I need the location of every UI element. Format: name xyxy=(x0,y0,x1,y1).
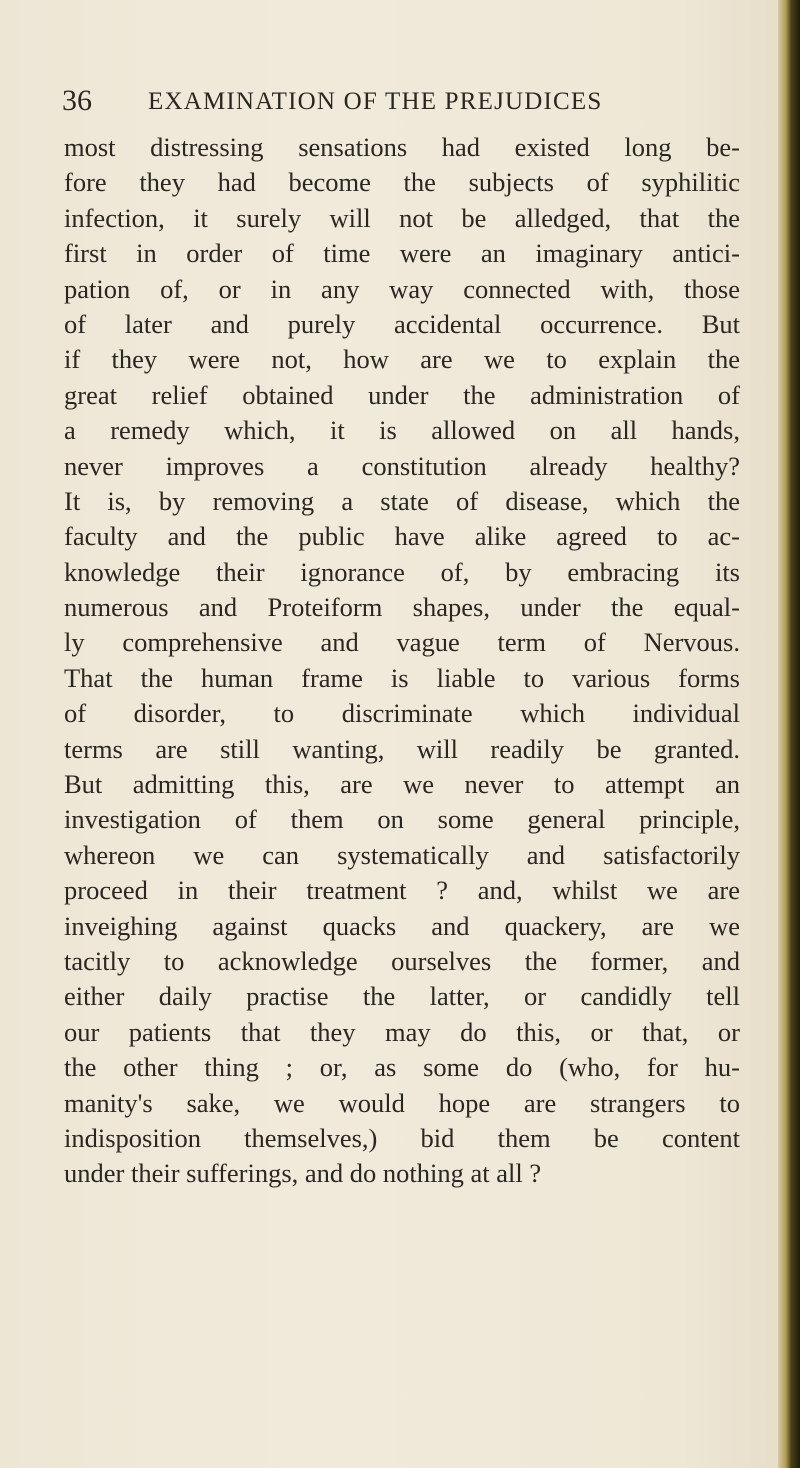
text-line: great relief obtained under the administration of xyxy=(64,379,740,410)
text-line: It is, by removing a state of disease, which the xyxy=(64,485,740,516)
text-line: either daily practise the latter, or candidly tell xyxy=(64,981,740,1012)
text-line: proceed in their treatment ? and, whilst we are xyxy=(64,875,740,906)
body-text xyxy=(64,130,740,1192)
text-line: inveighing against quacks and quackery, are we xyxy=(64,910,740,941)
text-line: terms are still wanting, will readily be granted. xyxy=(64,733,740,764)
book-spine-edge xyxy=(778,0,800,1468)
text-line: a remedy which, it is allowed on all hands, xyxy=(64,415,740,446)
text-line: investigation of them on some general principle, xyxy=(64,804,740,835)
text-line: under their sufferings, and do nothing at all ? xyxy=(64,1158,542,1189)
text-line: But admitting this, are we never to attempt an xyxy=(64,769,740,800)
text-line: numerous and Proteiform shapes, under the equal- xyxy=(64,592,740,623)
text-line: manity's sake, we would hope are strangers to xyxy=(64,1087,740,1118)
running-head: EXAMINATION OF THE PREJUDICES xyxy=(148,88,603,115)
page-header xyxy=(62,84,742,124)
page-number: 36 xyxy=(62,84,92,117)
text-line: pation of, or in any way connected with, those xyxy=(64,273,740,304)
text-line: of disorder, to discriminate which individual xyxy=(64,698,740,729)
text-line: faculty and the public have alike agreed to ac- xyxy=(64,521,740,552)
text-line: our patients that they may do this, or that, or xyxy=(64,1016,740,1047)
text-line: knowledge their ignorance of, by embracing its xyxy=(64,556,740,587)
text-line: ly comprehensive and vague term of Nervous. xyxy=(64,627,740,658)
text-line: the other thing ; or, as some do (who, for hu- xyxy=(64,1052,740,1083)
text-line: That the human frame is liable to various forms xyxy=(64,662,740,693)
text-line: most distressing sensations had existed long be- xyxy=(64,132,740,162)
text-line: whereon we can systematically and satisfactorily xyxy=(64,839,740,870)
text-line: infection, it surely will not be alledged, that the xyxy=(64,202,740,233)
text-line: if they were not, how are we to explain the xyxy=(64,344,740,375)
text-line: of later and purely accidental occurrence. But xyxy=(64,308,740,339)
text-line: fore they had become the subjects of syphilitic xyxy=(64,167,740,198)
text-line: indisposition themselves,) bid them be content xyxy=(64,1122,740,1153)
text-line: first in order of time were an imaginary antici- xyxy=(64,238,740,269)
text-line: tacitly to acknowledge ourselves the former, and xyxy=(64,945,740,976)
text-line: never improves a constitution already healthy? xyxy=(64,450,740,481)
